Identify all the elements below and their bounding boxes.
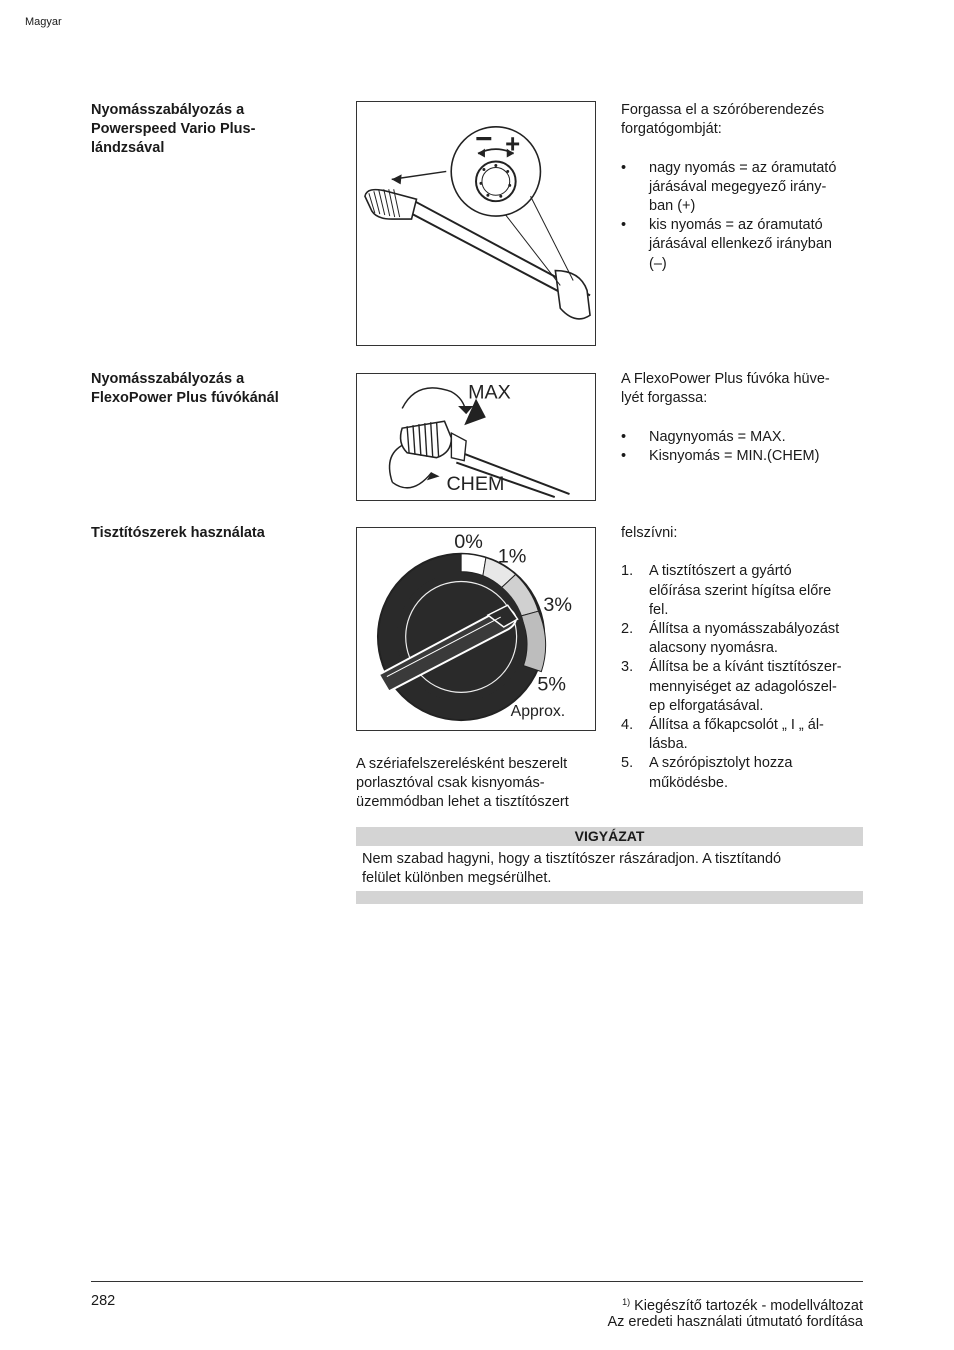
bullet-item: • kis nyomás = az óramutató járásával ellenkező irányban (–) [621,217,832,272]
section-heading-flexopower: Nyomásszabályozás a FlexoPower Plus fúvókánál [91,371,279,406]
dial-label-3: 3% [543,594,572,617]
footer-subtitle: Az eredeti használati útmutató fordítása [607,1314,863,1330]
plus-sign-label: + [505,130,521,159]
flexopower-instructions: A FlexoPower Plus fúvóka hüve- lyét forgassa: • Nagynyomás = MAX. • Kisnyomás = MIN.(CHEM) [621,370,871,466]
warning-text: Nem szabad hagyni, hogy a tisztítószer rászáradjon. A tisztítandó felület különben megsérülhet. [362,851,782,887]
detergent-steps: felszívni: 1. A tisztítószert a gyártó előírása szerint hígítsa előre fel. 2. Állítsa a nyomásszabályozást alacsony nyomásra. 3. Állítsa be a kívánt tisztítószer- mennyiséget az adagolószel- ep elforgatásával. 4. Állítsa a főkapcsolót „ I „ ál- lásba. 5. A szórópisztolyt hozza működésbe. [621,524,871,793]
dial-label-1: 1% [497,545,527,568]
flexopower-nozzle-illustration [357,374,595,500]
powerspeed-lance-illustration [357,102,595,345]
detergent-note: A szériafelszerelésként beszerelt porlasztóval csak kisnyomás- üzemmódban lehet a tisztítószert [356,756,569,811]
bullet-item: • Kisnyomás = MIN.(CHEM) [621,447,820,464]
chem-label: CHEM [446,473,505,496]
page-number: 282 [91,1293,116,1309]
step-item: 3. Állítsa be a kívánt tisztítószer- mennyiséget az adagolószel- ep elforgatásával. [621,659,842,714]
step-item: 4. Állítsa a főkapcsolót „ I „ ál- lásba. [621,717,824,753]
detergent-dial-illustration [357,528,595,730]
footer-footnote: $^{1)}$ Kiegészítő tartozék - modellváltozat [622,1297,863,1314]
step-item: 1. A tisztítószert a gyártó előírása szerint hígítsa előre fel. [621,563,832,618]
bullet-item: • Nagynyomás = MAX. [621,428,786,445]
dial-approx-label: Approx. [510,703,566,721]
section-heading-detergent: Tisztítószerek használata [91,525,265,541]
figure-flexopower-nozzle [356,373,596,501]
dial-label-0: 0% [454,530,483,553]
minus-sign-label: − [475,122,493,156]
figure-powerspeed-lance [356,101,596,346]
footer-divider [91,1281,863,1282]
section-heading-powerspeed: Nyomásszabályozás a Powerspeed Vario Plus- lándzsával [91,102,256,156]
warning-title: VIGYÁZAT [356,827,863,846]
dial-label-5: 5% [537,673,567,696]
figure-detergent-dial [356,527,596,731]
step-item: 5. A szórópisztolyt hozza működésbe. [621,755,793,791]
powerspeed-instructions: Forgassa el a szóróberendezés forgatógombját: • nagy nyomás = az óramutató járásával megegyező irány- ban (+) • kis nyomás = az óramutató járásával ellenkező irányban (–) [621,101,871,274]
bullet-item: • nagy nyomás = az óramutató járásával megegyező irány- ban (+) [621,159,837,214]
max-label: MAX [468,381,511,404]
warning-bottom-bar [356,891,863,904]
step-item: 2. Állítsa a nyomásszabályozást alacsony nyomásra. [621,621,840,657]
language-label: Magyar [25,16,62,28]
